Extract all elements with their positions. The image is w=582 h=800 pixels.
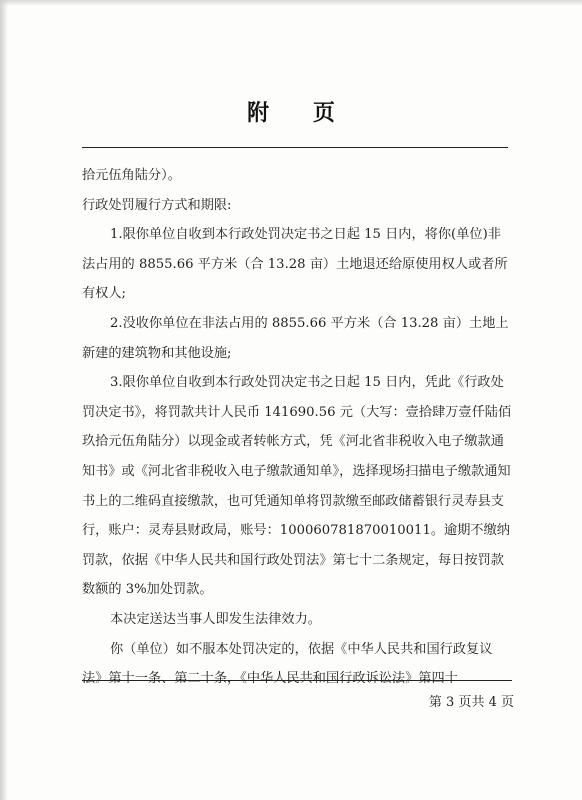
page-title: 附 页 <box>247 101 353 126</box>
top-divider <box>82 147 508 148</box>
document-body <box>82 161 512 694</box>
page-number: 第 3 页共 4 页 <box>428 695 514 710</box>
paragraph-heading: 行政处罚履行方式和期限: <box>82 197 232 213</box>
paragraph-effect: 本决定送达当事人即发生法律效力。 <box>110 611 321 627</box>
scan-edge-top <box>0 0 582 6</box>
paragraph-continuation: 拾元伍角陆分）。 <box>82 168 181 183</box>
paragraph-item-1: 1.限你单位自收到本行政处罚决定书之日起 15 日内，将你(单位)非法占用的 8855.66 平方米（合 13.28 亩）土地退还给原使用权人或者所有权人; <box>82 227 508 302</box>
paragraph-appeal: 你（单位）如不服本处罚决定的，依据《中华人民共和国行政复议法》第十一条、第二十条，《中华人民共和国行政诉讼法》第四十 <box>82 641 493 687</box>
bottom-divider <box>82 680 512 681</box>
paragraph-item-3: 3.限你单位自收到本行政处罚决定书之日起 15 日内，凭此《行政处罚决定书》，将罚款共计人民币 141690.56 元（大写：壹拾肆万壹仟陆佰玖拾元伍角陆分）以现金或者转帐方式，凭《河北省非税收入电子缴款通知书》或《河北省非税收入电子缴款通知单》，选择现场扫描电子缴款通知书上的二维码直接缴款，也可凭通知单将罚款缴至邮政储蓄银行灵寿县支行，账户：灵寿县财政局，账号：100060781870010011。逾期不缴纳罚款，依据《中华人民共和国行政处罚法》第七十二条规定，每日按罚款数额的 3%加处罚款。 <box>82 375 512 598</box>
paragraph-item-2: 2.没收你单位在非法占用的 8855.66 平方米（合 13.28 亩）土地上新建的建筑物和其他设施; <box>82 315 509 361</box>
